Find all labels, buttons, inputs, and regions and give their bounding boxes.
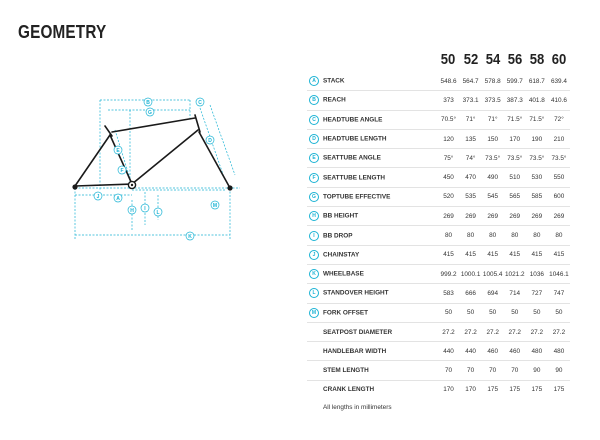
measurement-name: CRANK LENGTH <box>323 386 375 394</box>
table-row <box>307 342 570 361</box>
value-cell: 80 <box>504 226 526 245</box>
measurement-name-cell <box>307 264 437 283</box>
value-cell: 373.1 <box>460 91 482 110</box>
value-cell: 1021.2 <box>504 264 526 283</box>
diagram-marker-c <box>196 98 204 106</box>
value-cell: 387.3 <box>504 91 526 110</box>
value-cell: 80 <box>460 226 482 245</box>
table-row <box>307 322 570 341</box>
value-cell: 1005.4 <box>482 264 504 283</box>
value-cell: 415 <box>482 245 504 264</box>
letter-badge: M <box>309 308 319 318</box>
letter-badge: B <box>309 95 319 105</box>
frame-geometry-diagram <box>60 80 250 250</box>
table-row <box>307 207 570 226</box>
value-cell: 75° <box>437 149 459 168</box>
measurement-name-cell <box>307 207 437 226</box>
measurement-name-cell <box>307 187 437 206</box>
value-cell: 694 <box>482 284 504 303</box>
diagram-marker-label: D <box>208 137 212 144</box>
diagram-marker-label: G <box>148 109 152 116</box>
diagram-marker-k <box>186 232 194 240</box>
value-cell: 618.7 <box>528 77 545 85</box>
letter-badge: E <box>309 153 319 163</box>
value-cell: 175 <box>526 380 548 399</box>
value-cell: 727 <box>526 284 548 303</box>
diagram-marker-h <box>128 206 136 214</box>
value-cell: 90 <box>548 361 570 380</box>
value-cell: 80 <box>548 226 570 245</box>
value-cell: 269 <box>504 207 526 226</box>
measurement-name: BB HEIGHT <box>323 212 359 220</box>
diagram-marker-b <box>144 98 152 106</box>
diagram-marker-label: J <box>96 193 100 200</box>
measurement-name-cell <box>307 91 437 110</box>
table-row <box>307 129 570 148</box>
measurement-name: TOPTUBE EFFECTIVE <box>323 193 391 201</box>
value-cell: 1000.1 <box>460 264 482 283</box>
measurement-name: SEATPOST DIAMETER <box>323 328 393 336</box>
measurement-name-cell <box>307 110 437 129</box>
value-cell: 27.2 <box>526 322 548 341</box>
value-cell: 564.7 <box>462 77 479 85</box>
value-cell: 548.6 <box>440 77 457 85</box>
diagram-marker-d <box>206 136 214 144</box>
diagram-marker-label: H <box>130 207 134 214</box>
measurement-name-cell <box>307 342 437 361</box>
value-cell: 74° <box>460 149 482 168</box>
measurement-name-cell <box>307 361 437 380</box>
value-cell: 70 <box>437 361 459 380</box>
size-header: 60 <box>551 52 567 68</box>
table-row <box>307 284 570 303</box>
value-cell: 415 <box>504 245 526 264</box>
measurement-name: HANDLEBAR WIDTH <box>323 347 387 355</box>
value-cell: 460 <box>504 342 526 361</box>
value-cell: 639.4 <box>550 77 567 85</box>
value-cell: 565 <box>504 187 526 206</box>
diagram-marker-i <box>141 204 149 212</box>
measurement-name-cell <box>307 380 437 399</box>
letter-badge: J <box>309 250 319 260</box>
value-cell: 714 <box>504 284 526 303</box>
value-cell: 73.5° <box>482 149 504 168</box>
letter-badge: I <box>309 231 319 241</box>
letter-badge: H <box>309 211 319 221</box>
diagram-marker-label: K <box>188 233 192 240</box>
value-cell: 27.2 <box>437 322 459 341</box>
value-cell: 80 <box>482 226 504 245</box>
value-cell: 440 <box>437 342 459 361</box>
value-cell: 50 <box>437 303 459 322</box>
size-header-row <box>307 48 570 72</box>
value-cell: 70 <box>460 361 482 380</box>
value-cell: 175 <box>548 380 570 399</box>
value-cell: 269 <box>460 207 482 226</box>
value-cell: 175 <box>504 380 526 399</box>
value-cell: 490 <box>482 168 504 187</box>
table-row <box>307 264 570 283</box>
diagram-marker-label: E <box>116 147 120 154</box>
value-cell: 530 <box>526 168 548 187</box>
value-cell: 71.5° <box>504 110 526 129</box>
measurement-name-cell <box>307 149 437 168</box>
letter-badge: D <box>309 134 319 144</box>
measurement-name-cell <box>307 226 437 245</box>
table-row <box>307 226 570 245</box>
value-cell: 415 <box>437 245 459 264</box>
table-row <box>307 91 570 110</box>
geometry-table <box>307 48 570 399</box>
value-cell: 666 <box>460 284 482 303</box>
measurement-name: WHEELBASE <box>323 270 364 278</box>
value-cell: 269 <box>437 207 459 226</box>
size-header: 50 <box>441 52 456 68</box>
value-cell: 150 <box>482 129 504 148</box>
value-cell: 175 <box>482 380 504 399</box>
value-cell: 73.5° <box>504 149 526 168</box>
value-cell: 73.5° <box>548 149 570 168</box>
value-cell: 50 <box>460 303 482 322</box>
value-cell: 73.5° <box>526 149 548 168</box>
value-cell: 460 <box>482 342 504 361</box>
measurement-name-cell <box>307 284 437 303</box>
measurement-name-cell <box>307 72 437 91</box>
diagram-marker-l <box>154 208 162 216</box>
value-cell: 599.7 <box>506 77 523 85</box>
measurement-name: CHAINSTAY <box>323 251 360 259</box>
value-cell: 450 <box>437 168 459 187</box>
diagram-marker-label: B <box>146 99 150 106</box>
measurement-name-cell <box>307 322 437 341</box>
diagram-marker-label: C <box>198 99 202 106</box>
table-row <box>307 187 570 206</box>
measurement-name: BB DROP <box>323 232 353 240</box>
measurement-name: HEADTUBE LENGTH <box>323 135 387 143</box>
measurement-name-cell <box>307 245 437 264</box>
measurement-name: FORK OFFSET <box>323 309 369 317</box>
value-cell: 71.5° <box>526 110 548 129</box>
table-row <box>307 303 570 322</box>
value-cell: 480 <box>548 342 570 361</box>
letter-badge: F <box>309 173 319 183</box>
value-cell: 480 <box>526 342 548 361</box>
value-cell: 120 <box>437 129 459 148</box>
value-cell: 415 <box>548 245 570 264</box>
value-cell: 27.2 <box>460 322 482 341</box>
value-cell: 585 <box>526 187 548 206</box>
table-row <box>307 72 570 91</box>
value-cell: 170 <box>460 380 482 399</box>
diagram-marker-label: F <box>120 167 124 174</box>
letter-badge: C <box>309 115 319 125</box>
value-cell: 70 <box>482 361 504 380</box>
diagram-marker-m <box>211 201 219 209</box>
value-cell: 545 <box>482 187 504 206</box>
diagram-marker-j <box>94 192 102 200</box>
value-cell: 80 <box>437 226 459 245</box>
value-cell: 190 <box>526 129 548 148</box>
value-cell: 72° <box>548 110 570 129</box>
value-cell: 27.2 <box>482 322 504 341</box>
value-cell: 578.8 <box>484 77 501 85</box>
value-cell: 71° <box>460 110 482 129</box>
value-cell: 70.5° <box>437 110 459 129</box>
value-cell: 71° <box>482 110 504 129</box>
value-cell: 583 <box>437 284 459 303</box>
value-cell: 170 <box>437 380 459 399</box>
table-row <box>307 149 570 168</box>
value-cell: 747 <box>548 284 570 303</box>
measurement-name: SEATTUBE ANGLE <box>323 155 381 163</box>
size-header: 52 <box>463 52 478 68</box>
measurement-name-cell <box>307 303 437 322</box>
value-cell: 1036 <box>526 264 548 283</box>
value-cell: 210 <box>548 129 570 148</box>
units-note: All lengths in millimeters <box>323 404 392 411</box>
value-cell: 170 <box>504 129 526 148</box>
measurement-name: HEADTUBE ANGLE <box>323 116 383 124</box>
value-cell: 401.8 <box>526 91 548 110</box>
value-cell: 27.2 <box>504 322 526 341</box>
size-header: 58 <box>529 52 545 68</box>
value-cell: 600 <box>548 187 570 206</box>
value-cell: 440 <box>460 342 482 361</box>
measurement-name: REACH <box>323 97 346 105</box>
diagram-marker-label: I <box>144 205 146 212</box>
value-cell: 520 <box>437 187 459 206</box>
value-cell: 50 <box>504 303 526 322</box>
table-row <box>307 361 570 380</box>
diagram-marker-a <box>114 194 122 202</box>
diagram-marker-label: M <box>212 202 218 209</box>
value-cell: 373.5 <box>482 91 504 110</box>
letter-badge: G <box>309 192 319 202</box>
value-cell: 510 <box>504 168 526 187</box>
value-cell: 90 <box>526 361 548 380</box>
value-cell: 50 <box>548 303 570 322</box>
value-cell: 135 <box>460 129 482 148</box>
diagram-marker-e <box>114 146 122 154</box>
value-cell: 269 <box>548 207 570 226</box>
value-cell: 269 <box>526 207 548 226</box>
size-header: 54 <box>485 52 500 68</box>
measurement-name-cell <box>307 168 437 187</box>
value-cell: 999.2 <box>437 264 459 283</box>
diagram-marker-f <box>118 166 126 174</box>
value-cell: 415 <box>526 245 548 264</box>
diagram-marker-label: A <box>116 195 120 202</box>
page-title: GEOMETRY <box>18 22 107 42</box>
diagram-marker-g <box>146 108 154 116</box>
measurement-name: STEM LENGTH <box>323 367 369 375</box>
diagram-marker-label: L <box>156 209 160 216</box>
value-cell: 1046.1 <box>548 264 570 283</box>
measurement-name: STACK <box>323 77 345 85</box>
table-row <box>307 380 570 399</box>
letter-badge: L <box>309 288 319 298</box>
size-header: 56 <box>507 52 523 68</box>
letter-badge: K <box>309 269 319 279</box>
value-cell: 373 <box>437 91 459 110</box>
value-cell: 470 <box>460 168 482 187</box>
label-header <box>314 48 431 72</box>
value-cell: 550 <box>548 168 570 187</box>
measurement-name: SEATTUBE LENGTH <box>323 174 386 182</box>
table-row <box>307 110 570 129</box>
value-cell: 50 <box>526 303 548 322</box>
value-cell: 50 <box>482 303 504 322</box>
table-row <box>307 245 570 264</box>
measurement-name: STANDOVER HEIGHT <box>323 290 389 298</box>
measurement-name-cell <box>307 129 437 148</box>
letter-badge: A <box>309 76 319 86</box>
value-cell: 70 <box>504 361 526 380</box>
value-cell: 410.6 <box>548 91 570 110</box>
value-cell: 27.2 <box>548 322 570 341</box>
value-cell: 535 <box>460 187 482 206</box>
value-cell: 415 <box>460 245 482 264</box>
value-cell: 80 <box>526 226 548 245</box>
value-cell: 269 <box>482 207 504 226</box>
table-row <box>307 168 570 187</box>
